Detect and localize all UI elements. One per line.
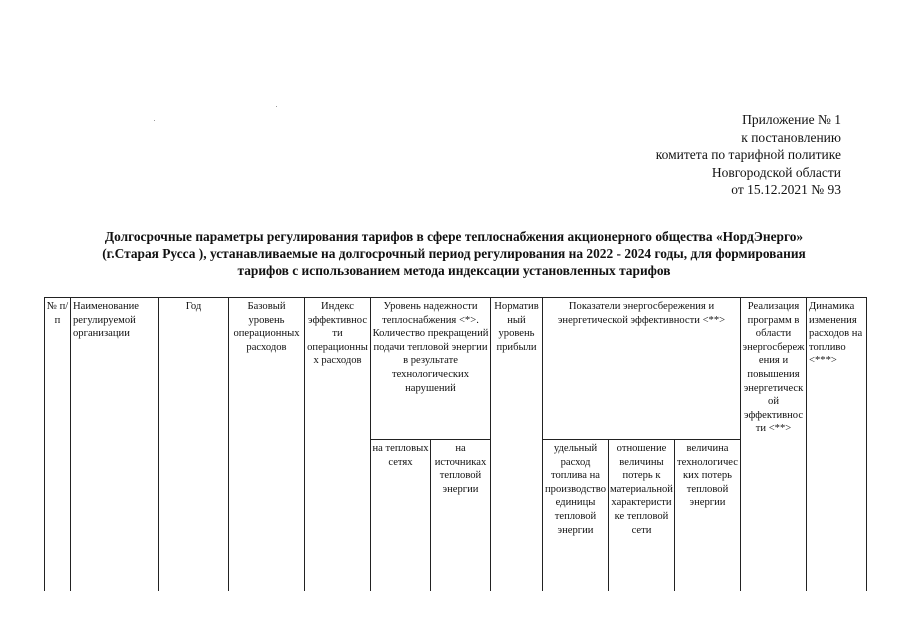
- subheader-fuel-rate: удельный расход топлива на производство единицы тепловой энергии: [543, 440, 609, 592]
- appendix-line: к постановлению: [741, 129, 841, 145]
- header-fuel-dynamics: Динамика изменения расходов на топливо <***>: [807, 298, 867, 592]
- header-profit: Нормативный уровень прибыли: [491, 298, 543, 592]
- header-org: Наименование регулируемой организации: [71, 298, 159, 592]
- title-line: тарифов с использованием метода индексации установленных тарифов: [237, 263, 671, 278]
- appendix-block: [656, 111, 841, 199]
- subheader-networks: на тепловых сетях: [371, 440, 431, 592]
- header-reliability: Уровень надежности теплоснабжения <*>. Количество прекращений подачи тепловой энергии в результате технологических нарушений: [371, 298, 491, 440]
- appendix-line: Приложение № 1: [742, 112, 841, 127]
- appendix-line: Новгородской области: [711, 164, 841, 180]
- subheader-tech-losses: величина технологических потерь тепловой энергии: [675, 440, 741, 592]
- header-energy-indicators: Показатели энергосбережения и энергетической эффективности <**>: [543, 298, 741, 440]
- header-year: Год: [159, 298, 229, 592]
- subheader-sources: на источниках тепловой энергии: [431, 440, 491, 592]
- title-line: (г.Старая Русса ), устанавливаемые на долгосрочный период регулирования на 2022 - 2024 годы, для формирования: [102, 246, 806, 261]
- parameters-table: [44, 297, 867, 591]
- document-title: [38, 228, 870, 279]
- scan-speck: [276, 106, 277, 107]
- header-program: Реализация программ в области энергосбережения и повышения энергетической эффективности <**>: [741, 298, 807, 592]
- appendix-line: комитета по тарифной политике: [655, 147, 841, 162]
- header-base-opex: Базовый уровень операционных расходов: [229, 298, 305, 592]
- title-line: Долгосрочные параметры регулирования тарифов в сфере теплоснабжения акционерного общества «НордЭнерго»: [104, 229, 804, 244]
- header-num: № п/п: [45, 298, 71, 592]
- appendix-line: от 15.12.2021 № 93: [731, 182, 841, 197]
- subheader-loss-ratio: отношение величины потерь к материальной характеристике тепловой сети: [609, 440, 675, 592]
- header-efficiency-index: Индекс эффективности операционных расходов: [305, 298, 371, 592]
- scan-speck: [154, 120, 155, 121]
